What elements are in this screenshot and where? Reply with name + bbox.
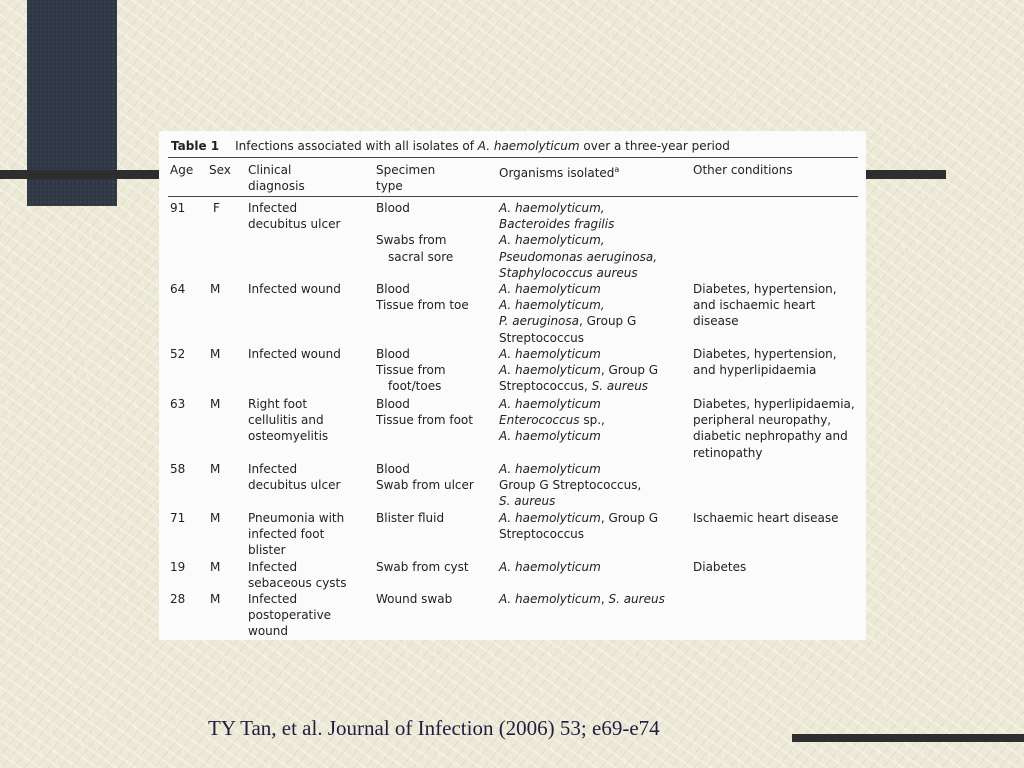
row3-organism-species: A. haemolyticum [499,363,601,378]
row3-organisms [499,346,658,395]
table-title-end: over a three-year period [579,139,730,153]
row1-organisms [499,200,657,281]
row1-specimen-line: Swabs from [376,233,447,248]
row8-diagnosis-line: wound [248,624,288,639]
row1-specimen [376,200,453,265]
row3-specimen-line: Blood [376,347,410,361]
header-specimen-line2: type [376,179,403,194]
row7-specimen-line: Swab from cyst [376,560,469,574]
row8-diagnosis [248,591,331,640]
row3-other-conditions [693,346,837,378]
row4-other-line: peripheral neuropathy, [693,413,832,428]
row3-specimen-line: Tissue from [376,363,446,378]
row3-other-line: Diabetes, hypertension, [693,347,837,361]
row4-other-conditions [693,396,855,461]
citation-text: TY Tan, et al. Journal of Infection (2006) 53; e69-e74 [208,716,660,740]
row5-age: 58 [170,462,186,476]
row6-other-conditions [693,510,839,526]
row8-organism-text: , [600,592,609,606]
row8-specimen-line: Wound swab [376,592,453,606]
row7-diagnosis [248,559,347,591]
decorative-rule-left [0,170,160,179]
row2-organisms [499,281,636,346]
row6-diagnosis-line: blister [248,543,286,558]
header-clinical-line1: Clinical [248,163,292,177]
row4-diagnosis-line: osteomyelitis [248,429,329,444]
row8-specimen [376,591,452,607]
header-sex: Sex [209,163,231,177]
table-image-panel [159,131,866,640]
row5-specimen-line: Blood [376,462,410,476]
row7-organism-line: A. haemolyticum [499,560,601,574]
row5-organism-line: S. aureus [499,494,556,509]
row4-organisms [499,396,605,445]
table-top-rule [168,157,858,158]
row8-sex: M [210,592,221,606]
row2-organism-text: , Group G [579,314,637,329]
row4-age: 63 [170,397,186,411]
row4-specimen [376,396,473,428]
header-organisms-isolated [499,162,619,181]
header-organisms-text: Organisms isolated [499,166,615,180]
row5-diagnosis-line: Infected [248,462,298,476]
row6-organism-text: , Group G [600,511,659,525]
decorative-rule-bottom [792,734,1024,742]
row3-specimen [376,346,446,395]
row4-specimen-line: Tissue from foot [376,413,473,428]
row4-sex: M [210,397,221,411]
row1-organism-line: A. haemolyticum, [499,233,605,248]
row5-sex: M [210,462,221,476]
row3-organism-text: , Group G [600,363,659,378]
header-clinical-diagnosis [248,162,305,194]
row1-organism-line: Pseudomonas aeruginosa, [499,249,658,264]
row8-organism-species: S. aureus [608,592,665,606]
row7-organisms [499,559,601,575]
row7-other-conditions [693,559,746,575]
row2-specimen-line: Blood [376,282,410,296]
row6-organism-species: A. haemolyticum [499,511,601,525]
row2-other-line: and ischaemic heart [693,298,816,313]
row8-organisms [499,591,665,607]
row1-organism-line: Bacteroides fragilis [499,217,615,232]
row6-organism-line: Streptococcus [499,527,585,542]
row1-organism-line: A. haemolyticum, [499,201,605,215]
header-other-conditions: Other conditions [693,163,793,177]
row4-organism-text: sp., [579,413,605,428]
table-title-start: Infections associated with all isolates of [235,139,478,153]
row3-organism-text: Streptococcus, [499,379,592,394]
row3-organism-line: A. haemolyticum [499,347,601,361]
row5-organism-line: Group G Streptococcus, [499,478,642,493]
row6-age: 71 [170,511,186,525]
table-header-rule [168,196,858,197]
header-specimen-line1: Specimen [376,163,436,177]
row6-other-line: Ischaemic heart disease [693,511,839,525]
row3-specimen-line: foot/toes [388,379,442,394]
row5-organisms [499,461,641,510]
decorative-rule-right [866,170,946,179]
row1-age: 91 [170,201,186,215]
row6-specimen [376,510,444,526]
row4-other-line: retinopathy [693,445,763,460]
row1-organism-line: Staphylococcus aureus [499,265,638,280]
row3-other-line: and hyperlipidaemia [693,363,817,378]
row7-specimen [376,559,469,575]
row6-diagnosis-line: Pneumonia with [248,511,345,525]
row5-organism-line: A. haemolyticum [499,462,601,476]
row4-diagnosis-line: Right foot [248,397,308,411]
row5-diagnosis-line: decubitus ulcer [248,478,341,493]
row3-diagnosis [248,346,341,362]
row4-specimen-line: Blood [376,397,410,411]
row7-age: 19 [170,560,186,574]
row1-specimen-line: sacral sore [388,249,454,264]
table-label: Table 1 [171,139,220,153]
row1-diagnosis [248,200,340,232]
row2-other-conditions [693,281,837,330]
row2-specimen [376,281,469,313]
row3-sex: M [210,347,221,361]
row4-diagnosis-line: cellulitis and [248,413,324,428]
row1-diagnosis-line: decubitus ulcer [248,217,341,232]
row8-age: 28 [170,592,186,606]
row2-age: 64 [170,282,186,296]
header-age: Age [170,163,194,177]
row4-organism-line: A. haemolyticum [499,397,601,411]
row5-diagnosis [248,461,340,493]
row2-organism-line: Streptococcus [499,330,585,345]
row4-diagnosis [248,396,328,445]
row1-specimen-line: Blood [376,201,410,215]
row4-other-line: Diabetes, hyperlipidaemia, [693,397,855,411]
row7-sex: M [210,560,221,574]
row5-specimen-line: Swab from ulcer [376,478,474,493]
row1-specimen-spacer [376,216,453,232]
header-clinical-line2: diagnosis [248,179,305,194]
row4-organism-line: A. haemolyticum [499,429,601,444]
row8-diagnosis-line: Infected [248,592,298,606]
row8-diagnosis-line: postoperative [248,608,332,623]
row2-other-line: Diabetes, hypertension, [693,282,837,296]
row6-sex: M [210,511,221,525]
row6-organisms [499,510,658,542]
row2-diagnosis-line: Infected wound [248,282,341,296]
row1-sex: F [213,201,220,215]
table-title-species: A. haemolyticum [477,139,580,153]
table-caption [171,139,730,153]
row6-diagnosis-line: infected foot [248,527,325,542]
row8-organism-species: A. haemolyticum [499,592,601,606]
row2-sex: M [210,282,221,296]
row2-organism-line: A. haemolyticum, [499,298,605,313]
row4-other-line: diabetic nephropathy and [693,429,848,444]
row7-other-line: Diabetes [693,560,747,574]
header-specimen-type [376,162,435,194]
row3-organism-species: S. aureus [591,379,649,394]
row2-organism-line: A. haemolyticum [499,282,601,296]
row7-diagnosis-line: sebaceous cysts [248,576,347,591]
row6-diagnosis [248,510,344,559]
row2-specimen-line: Tissue from toe [376,298,469,313]
header-organisms-footnote: a [614,165,620,174]
row4-organism-species: Enterococcus [499,413,580,428]
row3-age: 52 [170,347,186,361]
row1-diagnosis-line: Infected [248,201,298,215]
row5-specimen [376,461,474,493]
row2-other-line: disease [693,314,739,329]
row2-organism-species: P. aeruginosa [499,314,579,329]
row7-diagnosis-line: Infected [248,560,298,574]
row6-specimen-line: Blister fluid [376,511,445,525]
row2-diagnosis [248,281,341,297]
row3-diagnosis-line: Infected wound [248,347,341,361]
